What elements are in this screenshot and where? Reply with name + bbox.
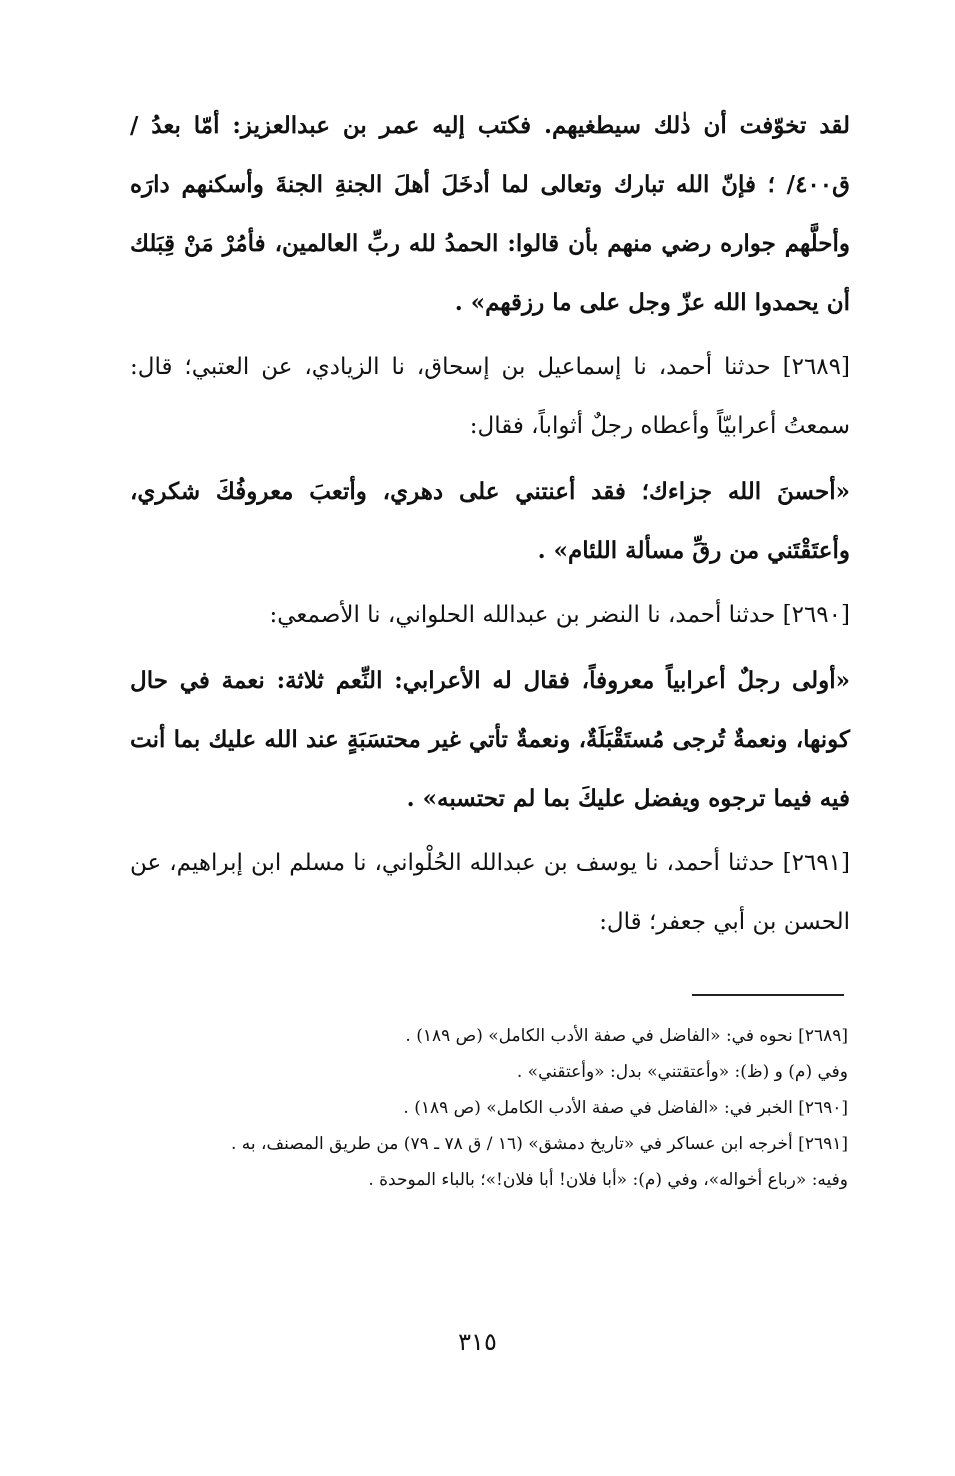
footnote-2689: [٢٦٨٩] نحوه في: «الفاضل في صفة الأدب الكامل» (ص ١٨٩) . — [405, 1026, 848, 1046]
paragraph-quote-2689: «أحسنَ الله جزاءك؛ فقد أعنتني على دهري، وأتعبَ معروفُكَ شكري، وأعتَقْتَني من رقِّ مسألة اللئام» . — [130, 478, 850, 564]
page-number: ٣١٥ — [458, 1328, 497, 1356]
paragraph-hadith-2689: [٢٦٨٩] حدثنا أحمد، نا إسماعيل بن إسحاق، نا الزيادي، عن العتبي؛ قال: سمعتُ أعرابيّاً وأعطاه رجلٌ أثواباً، فقال: — [130, 354, 850, 439]
paragraph-quote-2690: «أولى رجلٌ أعرابياً معروفاً، فقال له الأعرابي: النِّعم ثلاثة: نعمة في حال كونها، ونعمةٌ تُرجى مُستَقْبَلَةٌ، ونعمةٌ تأتي غير محتسَبَةٍ عند الله عليك بما أنت فيه فيما ترجوه ويفضل عليكَ بما لم تحتسبه» . — [130, 667, 850, 812]
footnote-divider — [692, 994, 844, 996]
paragraph-letter-umar: لقد تخوّفت أن ذٰلك سيطغيهم. فكتب إليه عمر بن عبدالعزيز: أمّا بعدُ / ق٤٠٠/ ؛ فإنّ الله تبارك وتعالى لما أدخَلَ أهلَ الجنةِ الجنةَ وأسكنهم دارَه وأحلَّهم جواره رضي منهم بأن قالوا: الحمدُ لله ربِّ العالمين، فأمُرْ مَنْ قِبَلك أن يحمدوا الله عزّ وجل على ما رزقهم» . — [130, 112, 850, 316]
footnote-2689-variant: وفي (م) و (ظ): «وأعتقتني» بدل: «وأعتقني» . — [516, 1062, 848, 1082]
paragraph-hadith-2691: [٢٦٩١] حدثنا أحمد، نا يوسف بن عبدالله الحُلْواني، نا مسلم ابن إبراهيم، عن الحسن بن أبي جعفر؛ قال: — [130, 850, 850, 935]
footnotes — [132, 1018, 848, 1198]
paragraph-hadith-2690: [٢٦٩٠] حدثنا أحمد، نا النضر بن عبدالله الحلواني، نا الأصمعي: — [269, 602, 850, 628]
footnote-2690: [٢٦٩٠] الخبر في: «الفاضل في صفة الأدب الكامل» (ص ١٨٩) . — [403, 1098, 848, 1118]
footnote-2691: [٢٦٩١] أخرجه ابن عساكر في «تاريخ دمشق» (١٦ / ق ٧٨ ـ ٧٩) من طريق المصنف، به . — [230, 1134, 848, 1154]
footnote-2691-variant: وفيه: «رباع أخواله»، وفي (م): «أبا فلان! أبا فلان!»؛ بالباء الموحدة . — [368, 1170, 848, 1190]
main-text — [130, 96, 850, 952]
